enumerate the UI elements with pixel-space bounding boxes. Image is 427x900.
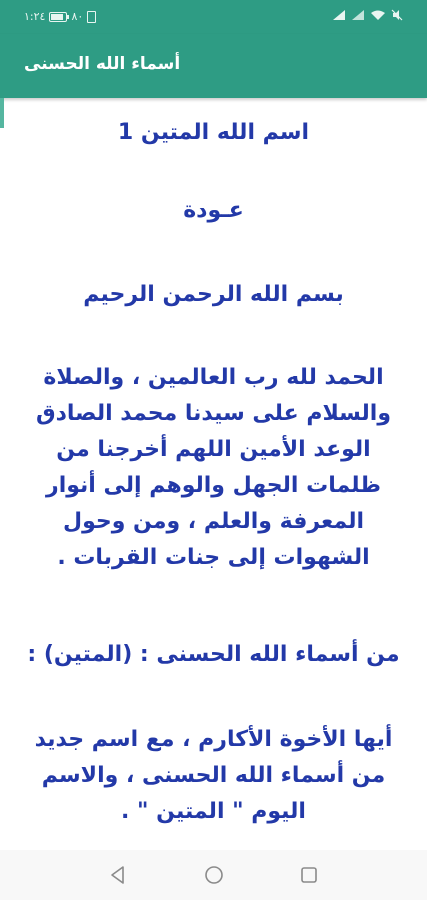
return-link[interactable]: عـودة <box>183 198 244 223</box>
basmala-text: بسم الله الرحمن الرحيم <box>83 282 344 307</box>
battery-text: ٨٠ <box>71 10 84 23</box>
status-time: ١:٢٤ <box>24 10 46 23</box>
signal-icon-2 <box>351 9 365 24</box>
signal-icon <box>332 9 346 24</box>
article-title: اسم الله المتين 1 <box>117 120 310 145</box>
status-bar <box>0 0 427 34</box>
scroll-indicator[interactable] <box>0 98 4 128</box>
app-title: أسماء الله الحسنى <box>24 54 181 74</box>
brothers-paragraph: أيها الأخوة الأكارم ، مع اسم جديد من أسماء الله الحسنى ، والاسم اليوم " المتين " . <box>34 727 393 824</box>
status-right <box>332 9 403 24</box>
home-icon[interactable] <box>203 864 225 886</box>
mute-icon <box>391 9 403 24</box>
battery-icon <box>49 12 67 22</box>
back-icon[interactable] <box>107 864 129 886</box>
wifi-icon <box>370 9 386 24</box>
navigation-bar <box>0 850 427 900</box>
app-bar <box>0 34 427 98</box>
names-heading: من أسماء الله الحسنى : (المتين) : <box>27 642 400 667</box>
recent-apps-icon[interactable] <box>298 864 320 886</box>
vibrate-icon <box>87 11 96 23</box>
intro-paragraph: الحمد لله رب العالمين ، والصلاة والسلام على سيدنا محمد الصادق الوعد الأمين اللهم أخرجنا من ظلمات الجهل والوهم إلى أنوار المعرفة والعلم ، ومن وحول الشهوات إلى جنات القربات . <box>35 365 392 570</box>
article-content[interactable] <box>0 98 427 850</box>
status-left <box>24 10 96 23</box>
